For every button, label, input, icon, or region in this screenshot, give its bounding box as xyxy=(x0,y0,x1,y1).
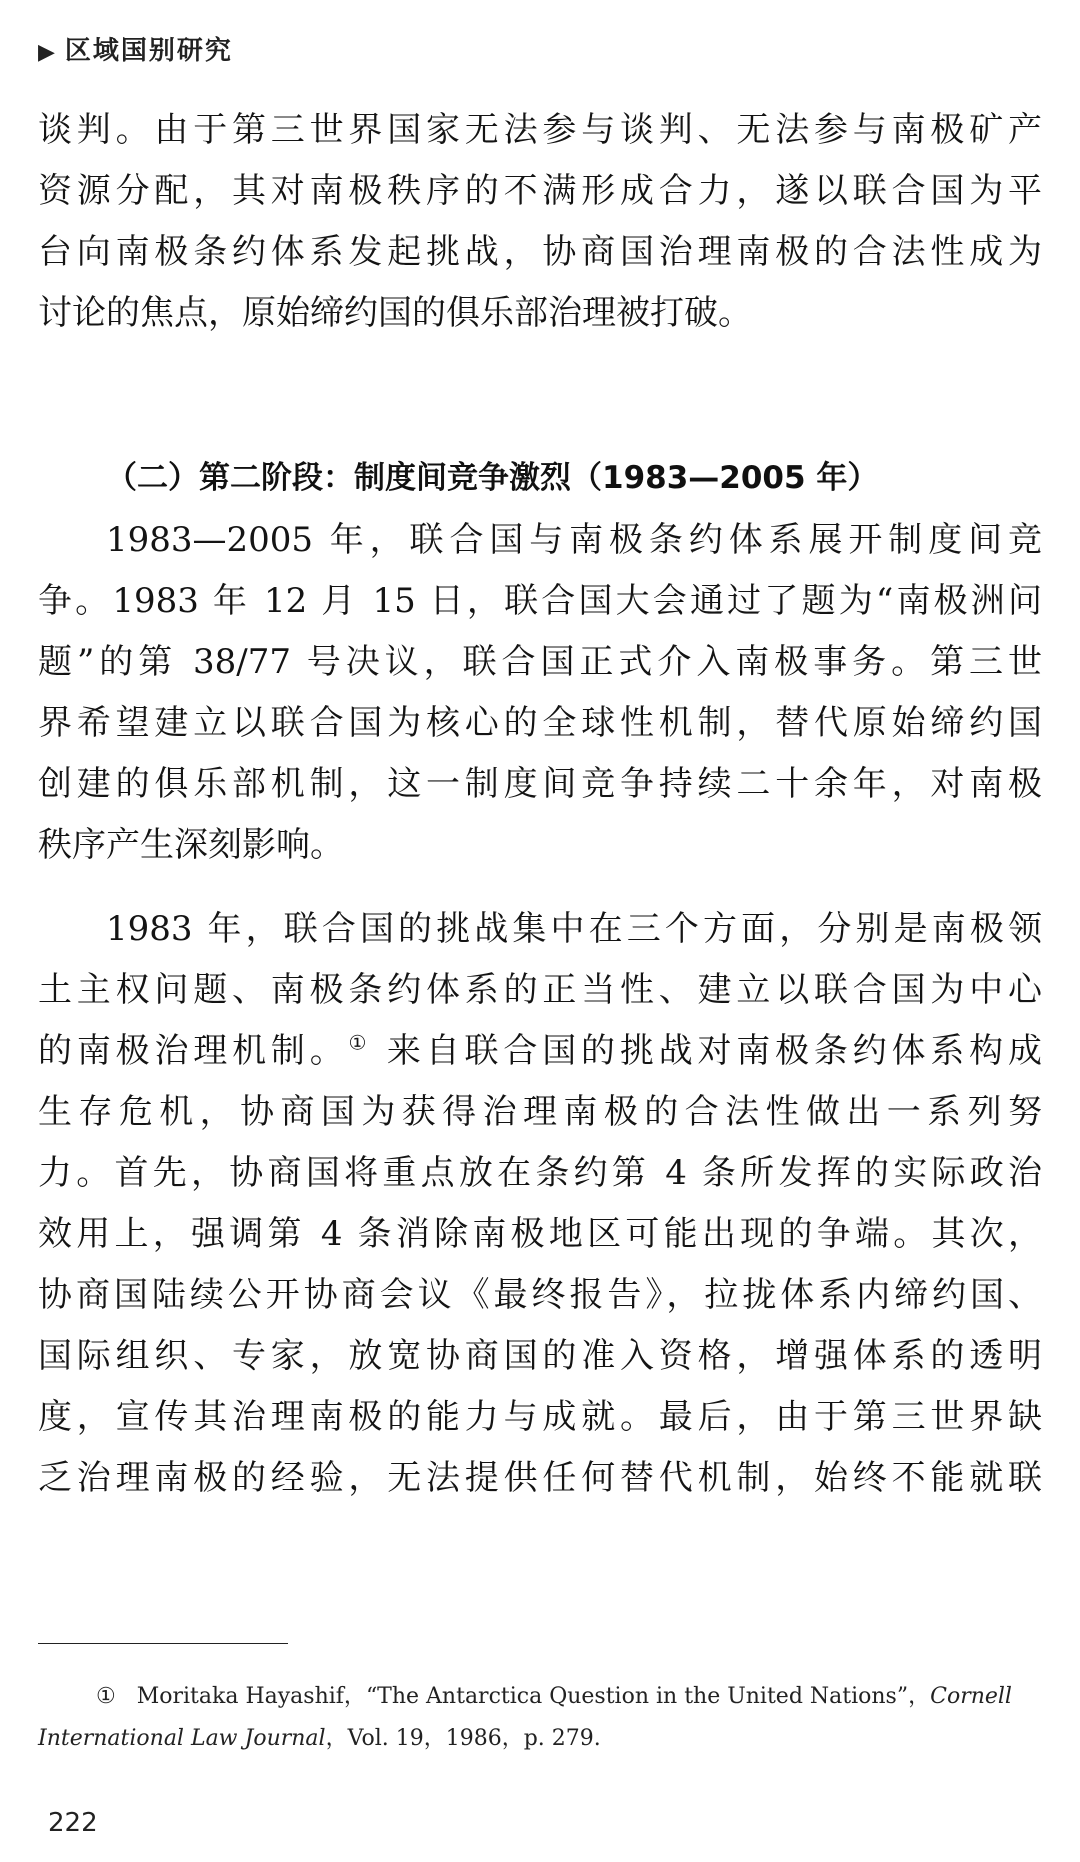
text-segment: 的南极治理机制。 xyxy=(38,1031,349,1071)
footnote-journal: Cornell xyxy=(930,1684,1012,1709)
text-line: 台向南极条约体系发起挑战，协商国治理南极的合法性成为 xyxy=(38,232,1042,272)
text-line: 生存危机，协商国为获得治理南极的合法性做出一系列努 xyxy=(38,1092,1042,1132)
text-line: 创建的俱乐部机制，这一制度间竞争持续二十余年，对南极 xyxy=(38,764,1042,804)
text-line: 资源分配，其对南极秩序的不满形成合力，遂以联合国为平 xyxy=(38,171,1042,211)
text-line: 秩序产生深刻影响。 xyxy=(38,825,344,865)
text-line: 土主权问题、南极条约体系的正当性、建立以联合国为中心 xyxy=(38,970,1042,1010)
section-heading: （二）第二阶段：制度间竞争激烈（1983—2005 年） xyxy=(106,460,879,496)
paragraph-3 xyxy=(38,899,1042,1509)
running-header-title: 区域国别研究 xyxy=(64,36,233,66)
text-line: 协商国陆续公开协商会议《最终报告》，拉拢体系内缔约国、 xyxy=(38,1275,1042,1315)
text-line-with-footnote-ref xyxy=(38,1021,1042,1082)
page-number: 222 xyxy=(48,1808,98,1838)
footnote-journal: International Law Journal xyxy=(38,1726,326,1751)
text-line: 度，宣传其治理南极的能力与成就。最后，由于第三世界缺 xyxy=(38,1397,1042,1437)
footnote-details: ，Vol. 19，1986，p. 279. xyxy=(325,1726,601,1751)
text-line: 1983—2005 年，联合国与南极条约体系展开制度间竞 xyxy=(106,520,1042,560)
footnote-line xyxy=(38,1718,1042,1760)
paragraph-2 xyxy=(38,510,1042,876)
text-line: 乏治理南极的经验，无法提供任何替代机制，始终不能就联 xyxy=(38,1458,1042,1498)
running-header xyxy=(38,30,233,67)
paragraph-1 xyxy=(38,100,1042,344)
triangle-arrow-icon: ▶ xyxy=(38,40,57,65)
text-line: 效用上，强调第 4 条消除南极地区可能出现的争端。其次， xyxy=(38,1214,1042,1254)
text-line: 题”的第 38/77 号决议，联合国正式介入南极事务。第三世 xyxy=(38,642,1042,682)
text-line: 讨论的焦点，原始缔约国的俱乐部治理被打破。 xyxy=(38,293,752,333)
text-line: 力。首先，协商国将重点放在条约第 4 条所发挥的实际政治 xyxy=(38,1153,1042,1193)
text-line: 国际组织、专家，放宽协商国的准入资格，增强体系的透明 xyxy=(38,1336,1042,1376)
footnote-line xyxy=(38,1676,1042,1718)
footnote-author: Moritaka Hayashif， xyxy=(136,1684,366,1709)
text-line: 1983 年，联合国的挑战集中在三个方面，分别是南极领 xyxy=(106,909,1042,949)
text-segment: 来自联合国的挑战对南极条约体系构成 xyxy=(371,1031,1042,1071)
footnote-marker: ① xyxy=(96,1684,116,1709)
footnote-divider xyxy=(38,1643,288,1644)
text-line: 界希望建立以联合国为核心的全球性机制，替代原始缔约国 xyxy=(38,703,1042,743)
text-line: 谈判。由于第三世界国家无法参与谈判、无法参与南极矿产 xyxy=(38,110,1042,150)
footnote-article-title: “The Antarctica Question in the United Nations”， xyxy=(365,1684,931,1709)
text-line: 争。1983 年 12 月 15 日，联合国大会通过了题为“南极洲问 xyxy=(38,581,1042,621)
footnote xyxy=(38,1676,1042,1760)
footnote-reference[interactable]: ① xyxy=(348,1030,372,1055)
